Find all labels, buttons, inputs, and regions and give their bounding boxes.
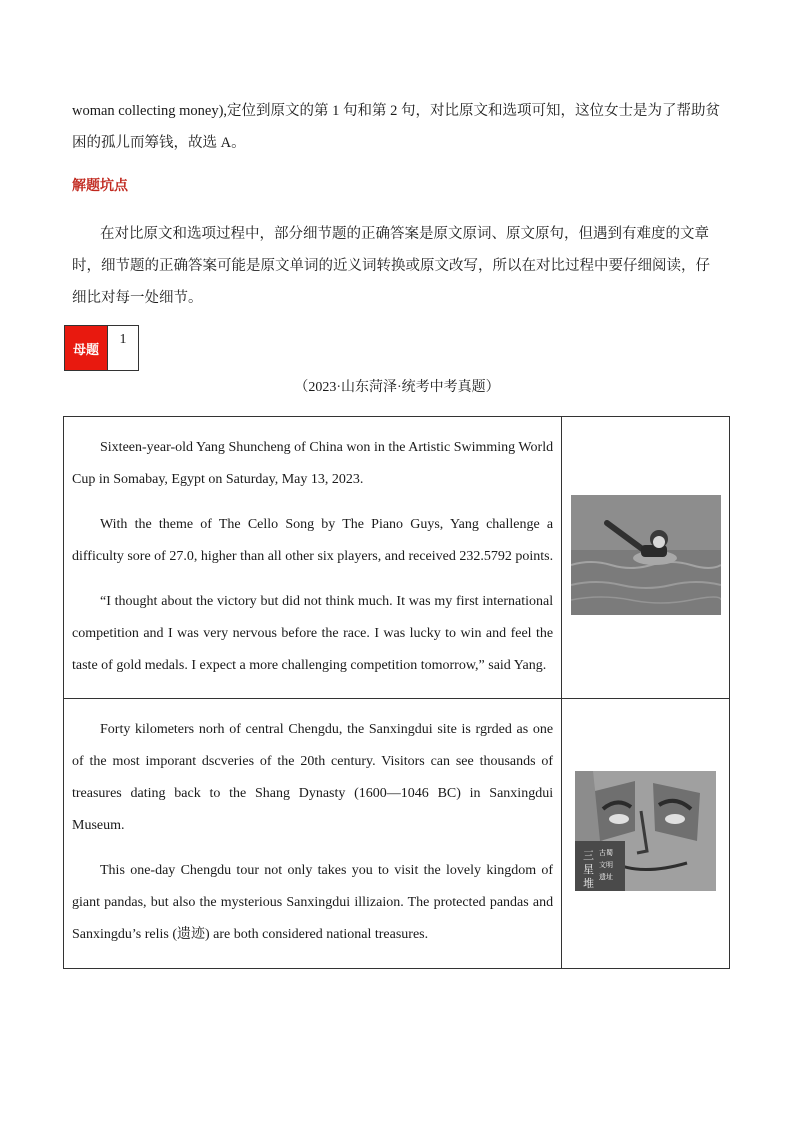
bronze-mask-figure: [575, 771, 716, 891]
passage-table: [63, 416, 730, 969]
swimmer-photo: [571, 495, 721, 615]
caption-char: 三: [583, 849, 595, 862]
passage-text-cell: [64, 699, 562, 969]
tip-text: 在对比原文和选项过程中，部分细节题的正确答案是原文原词、原文原句，但遇到有难度的文章时，细节题的正确答案可能是原文单词的近义词转换或原文改写，所以在对比过程中要仔细阅读，仔细比对每一处细节。: [72, 226, 710, 306]
passage-row: [64, 699, 730, 969]
badge-number: 1: [107, 326, 138, 370]
passage-paragraph: [72, 432, 553, 496]
caption-char: 文明: [599, 861, 614, 869]
passage-paragraph: [72, 855, 553, 951]
section-heading: 解题坑点: [72, 178, 128, 194]
caption-char: 古蜀: [599, 849, 614, 857]
bronze-mask-photo: [575, 771, 716, 891]
swimmer-figure: [571, 495, 721, 615]
passage-paragraph: [72, 714, 553, 842]
badge-label: 母题: [65, 326, 107, 370]
paragraph-text: This one-day Chengdu tour not only takes you to visit the lovely kingdom of giant pandas, but also the mysterious Sanxingdui illizaion. The protected pandas and Sanxingdu’s relis (遗迹) are both considered national treasures.: [72, 863, 554, 942]
passage-paragraph: [72, 586, 553, 682]
caption-char: 星: [583, 863, 595, 876]
tip-paragraph: [72, 218, 724, 314]
passage-row: [64, 417, 730, 699]
paragraph-text: Sixteen-year-old Yang Shuncheng of China won in the Artistic Swimming World Cup in Somabay, Egypt on Saturday, May 13, 2023.: [72, 439, 554, 487]
passage-image-cell: [562, 417, 730, 699]
passage-image-cell: [562, 699, 730, 969]
exam-source: （2023·山东菏泽·统考中考真题）: [294, 380, 500, 395]
paragraph-text: Forty kilometers norh of central Chengdu, the Sanxingdui site is rgrded as one of the most imporant dscveries of the 20th century. Visitors can see thousands of treasures dating back to the Shang Dynasty (1600—1046 BC) in Sanxingdui Museum.: [72, 722, 554, 833]
paragraph-text: With the theme of The Cello Song by The Piano Guys, Yang challenge a difficulty sore of 27.0, higher than all other six players, and received 232.5792 points.: [72, 516, 554, 564]
passage-text-cell: [64, 417, 562, 699]
answer-explanation-paragraph: woman collecting money),定位到原文的第 1 句和第 2 句，对比原文和选项可知，这位女士是为了帮助贫困的孤儿而筹钱，故选 A。: [72, 103, 721, 151]
paragraph-text: “I thought about the victory but did not think much. It was my first international competition and I was very nervous before the race. I was lucky to win and feel the taste of gold medals. I expect a more challenging competition tomorrow,” said Yang.: [72, 593, 554, 673]
caption-char: 堆: [583, 877, 595, 890]
question-badge: [64, 325, 139, 371]
caption-char: 遗址: [599, 873, 614, 881]
passage-paragraph: [72, 509, 553, 573]
